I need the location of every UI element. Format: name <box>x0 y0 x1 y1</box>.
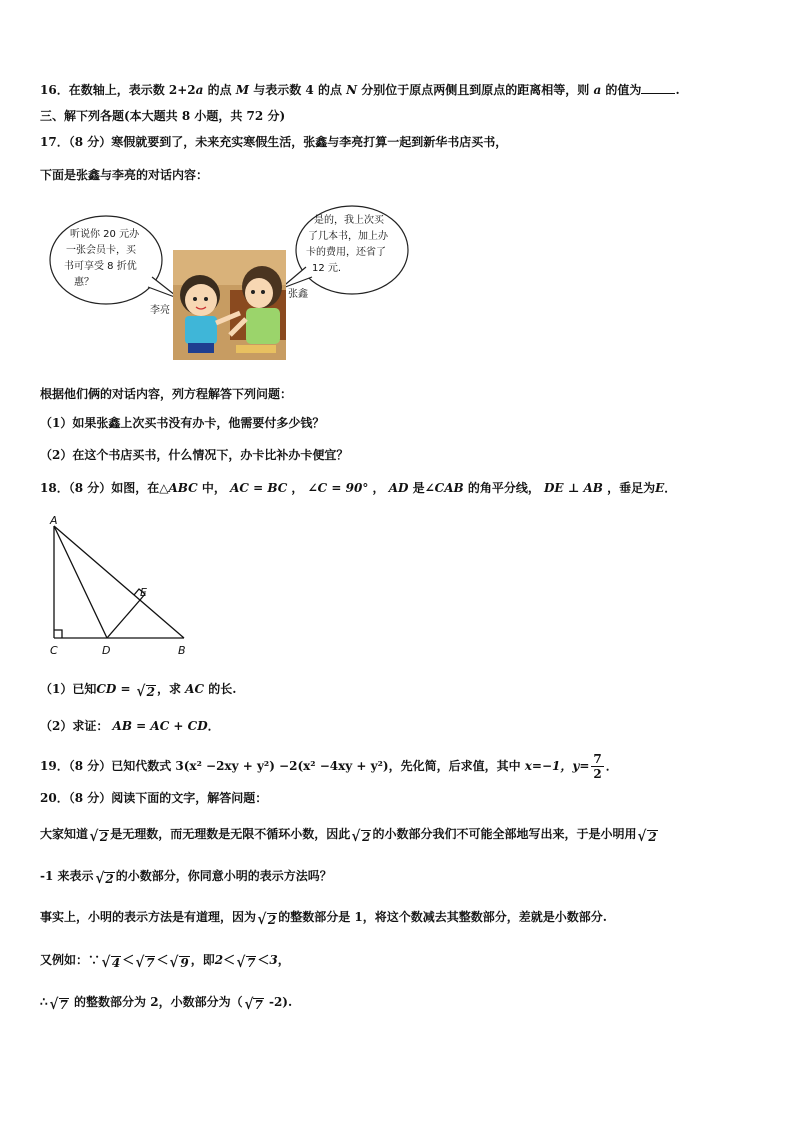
comic-book <box>236 345 276 353</box>
girl-shirt <box>246 308 280 344</box>
p3-text-a: 事实上，小明的表示方法是有道理，因为 <box>40 910 257 924</box>
less-than: ＜ <box>257 953 270 967</box>
label-e: E <box>140 586 147 599</box>
p4-text-c: ， <box>277 953 290 967</box>
q16-text-c: 与表示数 4 的点 <box>249 83 347 97</box>
less-than: ＜ <box>223 953 236 967</box>
radicand: 2 <box>105 872 114 886</box>
question-18 <box>40 478 764 498</box>
q18-triangle: △ABC <box>159 481 198 495</box>
radicand: 2 <box>146 685 155 699</box>
question-18-sub-1 <box>40 679 764 699</box>
sqrt-2 <box>351 829 371 844</box>
q18-text-e: 是 <box>408 481 425 495</box>
answer-blank <box>641 81 675 94</box>
radical-sign: √ <box>49 995 59 1013</box>
radical-sign: √ <box>95 869 104 887</box>
question-20-title: 20．（8 分）阅读下面的文字，解答问题： <box>40 791 268 805</box>
radicand: 2 <box>648 830 657 844</box>
boy-face <box>185 284 217 316</box>
radical-sign: √ <box>89 827 99 845</box>
q18-cd-eq: CD = <box>96 682 131 696</box>
fraction-7-2 <box>591 752 603 781</box>
q16-var-n: N <box>346 83 358 97</box>
label-c: C <box>50 644 58 657</box>
q16-var-m: M <box>235 83 250 97</box>
radical-sign: √ <box>101 953 111 971</box>
boy-eye-right <box>204 297 208 301</box>
q18-text-h: ． <box>664 481 677 495</box>
q19-end: ． <box>605 759 618 773</box>
q18-ac-eq-bc: AC = BC <box>230 481 288 495</box>
bubble-left-line-1: 听说你 20 元办 <box>70 229 140 240</box>
q16-text-b: 的点 <box>203 83 236 97</box>
q16-text-f: . <box>675 83 680 97</box>
q18-angle-c: ∠C = 90° <box>307 481 369 495</box>
question-16 <box>40 80 764 100</box>
label-b: B <box>178 644 186 657</box>
q16-text-e: 的值为 <box>601 83 642 97</box>
radicand: 4 <box>111 956 121 970</box>
q19-text: 19．（8 分）已知代数式 3(x² −2xy + y²) −2(x² −4xy + y²)，先化简，后求值，其中 <box>40 759 525 773</box>
p2-text-b: 的小数部分，你同意小明的表示方法吗？ <box>115 869 332 883</box>
boy-eye-left <box>193 297 197 301</box>
q18-sub2-eq: AB = AC + CD <box>112 719 208 733</box>
sqrt-7 <box>236 955 256 970</box>
q18-sub1-text-c: 的长. <box>204 682 237 696</box>
q16-var-a2: a <box>593 83 602 97</box>
q20-paragraph-5 <box>40 992 764 1012</box>
sqrt-7 <box>244 997 264 1012</box>
q20-paragraph-1 <box>40 824 764 844</box>
q20-paragraph-4 <box>40 950 764 970</box>
radicand: 9 <box>180 956 189 970</box>
p1-text-a: 大家知道 <box>40 827 89 841</box>
question-17-title: 17．（8 分）寒假就要到了，未来充实寒假生活，张鑫与李亮打算一起到新华书店买书， <box>40 135 508 149</box>
number-2: 2 <box>214 953 224 967</box>
dialogue-illustration <box>40 195 430 370</box>
radicand: 2 <box>99 830 109 844</box>
q18-text-a: 18．（8 分）如图，在 <box>40 481 160 495</box>
radicand: 2 <box>267 913 277 927</box>
radical-sign: √ <box>136 682 146 700</box>
comic-svg <box>40 195 430 370</box>
p3-text-b: 的整数部分是 1，将这个数减去其整数部分，差就是小数部分. <box>278 910 607 924</box>
less-than: ＜ <box>156 953 169 967</box>
q18-text-d: ， <box>368 481 389 495</box>
therefore-sign: ∴ <box>40 995 48 1009</box>
q18-perpendicular: DE ⊥ AB <box>544 481 603 495</box>
name-label-right: 张鑫 <box>288 289 308 300</box>
sqrt-2 <box>136 684 156 699</box>
radical-sign: √ <box>257 910 267 928</box>
segment-ad <box>54 526 107 638</box>
p2-text-a: -1 来表示 <box>40 869 94 883</box>
q18-sub1-text: （1）已知 <box>40 682 97 696</box>
q18-text-g: ，垂足为 <box>602 481 656 495</box>
radicand: 2 <box>362 830 371 844</box>
radical-sign: √ <box>236 953 246 971</box>
q19-values: x=−1，y= <box>524 759 590 773</box>
q16-text: 16．在数轴上，表示数 2+2 <box>40 83 196 97</box>
girl-eye-left <box>251 290 255 294</box>
question-17-sub-2: （2）在这个书店买书，什么情况下，办卡比补办卡便宜？ <box>40 448 349 462</box>
p5-text-c: -2). <box>264 995 293 1009</box>
radical-sign: √ <box>637 827 647 845</box>
q20-paragraph-2 <box>40 866 764 886</box>
radicand: 7 <box>146 956 155 970</box>
sqrt-2 <box>95 871 115 886</box>
q18-angle-cab: ∠CAB <box>424 481 464 495</box>
bubble-right-line-3: 卡的费用，还省了 <box>306 247 386 258</box>
question-17-intro: 下面是张鑫与李亮的对话内容： <box>40 168 209 182</box>
bubble-left-line-4: 惠？ <box>74 277 94 288</box>
p1-text-b: 是无理数，而无理数是无限不循环小数，因此 <box>110 827 351 841</box>
q20-paragraph-3 <box>40 907 764 927</box>
fraction-denominator: 2 <box>593 767 602 781</box>
fraction-numerator: 7 <box>593 752 602 766</box>
q18-sub1-text-b: ，求 <box>156 682 186 696</box>
bubble-left-line-3: 书可享受 8 折优 <box>64 261 137 272</box>
radical-sign: √ <box>169 953 179 971</box>
boy-shorts <box>188 343 214 353</box>
p1-text-c: 的小数部分我们不可能全部地写出来，于是小明用 <box>372 827 637 841</box>
radicand: 7 <box>59 998 68 1012</box>
section-3-header: 三、解下列各题(本大题共 8 小题，共 72 分) <box>40 109 286 123</box>
sqrt-2 <box>89 829 109 844</box>
girl-face <box>245 278 273 308</box>
q18-sub2-text: （2）求证： <box>40 719 113 733</box>
triangle-svg <box>40 514 200 662</box>
sqrt-2 <box>637 829 657 844</box>
boy-shirt <box>185 316 217 344</box>
name-label-left: 李亮 <box>150 305 170 316</box>
q16-var-a: a <box>195 83 204 97</box>
bubble-left-line-2: 一张会员卡，买 <box>66 245 136 256</box>
bubble-right-line-4: 12 元. <box>312 263 342 274</box>
sqrt-9 <box>169 955 189 970</box>
segment-de <box>107 600 140 638</box>
label-d: D <box>102 644 111 657</box>
p4-text-b: ，即 <box>190 953 215 967</box>
sqrt-7 <box>135 955 155 970</box>
question-19 <box>40 752 764 781</box>
sqrt-4 <box>101 955 121 970</box>
radical-sign: √ <box>135 953 145 971</box>
sqrt-2 <box>257 912 277 927</box>
question-17-sub-1: （1）如果张鑫上次买书没有办卡，他需要付多少钱？ <box>40 416 325 430</box>
less-than: ＜ <box>122 953 135 967</box>
p4-text-a: 又例如：∵ <box>40 953 101 967</box>
bubble-right-line-2: 了几本书，加上办 <box>308 231 388 242</box>
q18-sub2-end: ． <box>207 719 220 733</box>
question-17-prompt: 根据他们俩的对话内容，列方程解答下列问题： <box>40 387 293 401</box>
q18-text-f: 的角平分线， <box>463 481 545 495</box>
bubble-right-line-1: 是的，我上次买 <box>314 215 384 226</box>
girl-eye-right <box>261 290 265 294</box>
q18-point-e: E <box>655 481 665 495</box>
number-3: 3 <box>269 953 278 967</box>
radical-sign: √ <box>244 995 253 1013</box>
q18-text-c: ， <box>287 481 308 495</box>
q16-text-d: 分别位于原点两侧且到原点的距离相等，则 <box>357 83 594 97</box>
side-ab <box>54 526 184 638</box>
p5-text-b: 的整数部分为 2，小数部分为（ <box>69 995 243 1009</box>
q18-text-b: 中， <box>197 481 231 495</box>
q18-ad: AD <box>388 481 409 495</box>
radicand: 7 <box>254 998 263 1012</box>
label-a: A <box>50 514 58 527</box>
triangle-figure <box>40 514 200 662</box>
radicand: 7 <box>246 956 256 970</box>
radical-sign: √ <box>351 827 361 845</box>
sqrt-7 <box>49 997 69 1012</box>
question-18-sub-2 <box>40 716 764 736</box>
q18-sub1-ac: AC <box>185 682 205 696</box>
right-angle-mark-c <box>54 630 62 638</box>
